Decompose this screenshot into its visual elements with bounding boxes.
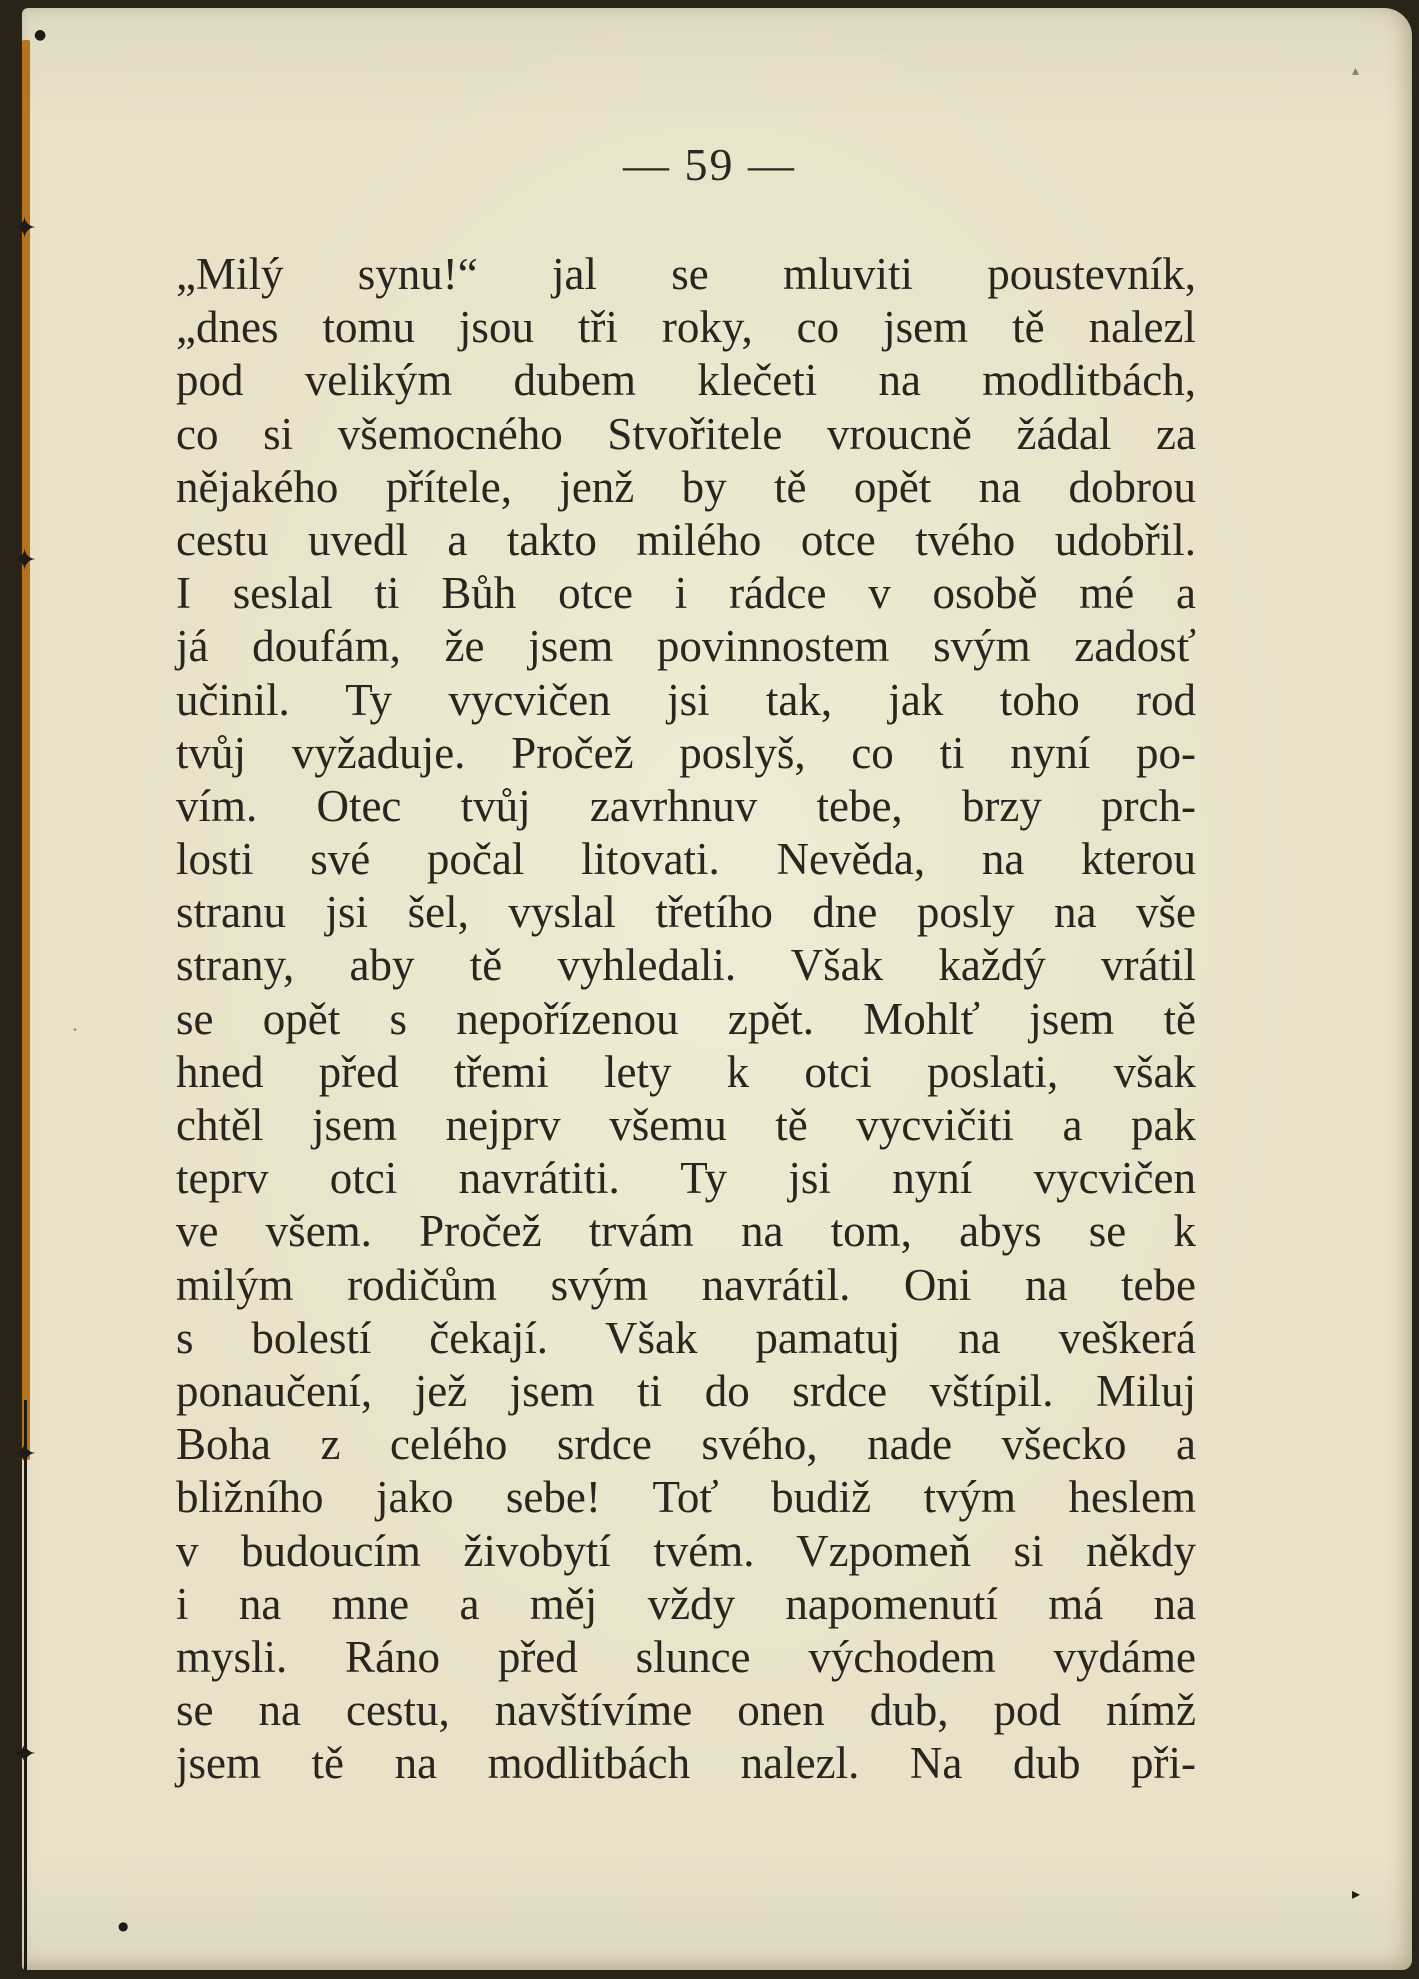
text-line: v budoucím živobytí tvém. Vzpomeň si někdy	[176, 1525, 1196, 1576]
binding-knot-icon: ✦	[12, 1737, 38, 1772]
text-line: učinil. Ty vycvičen jsi tak, jak toho rod	[176, 674, 1196, 725]
page-number: — 59 —	[623, 139, 796, 190]
text-line: losti své počal litovati. Nevěda, na kterou	[176, 834, 1196, 885]
text-line: bližního jako sebe! Toť budiž tvým heslem	[176, 1472, 1196, 1523]
text-line: milým rodičům svým navrátil. Oni na tebe	[176, 1259, 1196, 1310]
speck-mark: ●	[34, 27, 47, 43]
text-line: ponaučení, jež jsem ti do srdce vštípil. Miluj	[176, 1365, 1196, 1416]
text-line: hned před třemi lety k otci poslati, však	[176, 1046, 1196, 1097]
binding-knot-icon: ✦	[12, 543, 38, 578]
body-text	[176, 248, 1196, 1790]
text-line: i na mne a měj vždy napomenutí má na	[176, 1578, 1196, 1629]
text-line: pod velikým dubem klečeti na modlitbách,	[176, 355, 1196, 406]
text-line: teprv otci navrátiti. Ty jsi nyní vycvičen	[176, 1153, 1196, 1204]
text-line: nějakého přítele, jenž by tě opět na dobrou	[176, 461, 1196, 512]
text-line: stranu jsi šel, vyslal třetího dne posly na vše	[176, 887, 1196, 938]
text-line: I seslal ti Bůh otce i rádce v osobě mé a	[176, 568, 1196, 619]
binding-knot-icon: ✦	[12, 211, 38, 246]
text-line: ve všem. Pročež trvám na tom, abys se k	[176, 1206, 1196, 1257]
text-line: Boha z celého srdce svého, nade všecko a	[176, 1419, 1196, 1470]
text-line: se na cestu, navštívíme onen dub, pod nímž	[176, 1685, 1196, 1736]
text-line: „Milý synu!“ jal se mluviti poustevník,	[176, 249, 1196, 299]
text-line: tvůj vyžaduje. Pročež poslyš, co ti nyní po-	[176, 727, 1196, 778]
speck-mark: •	[72, 1025, 78, 1036]
text-line: strany, aby tě vyhledali. Však každý vrátil	[176, 940, 1196, 991]
text-line: „dnes tomu jsou tři roky, co jsem tě nalezl	[176, 302, 1196, 353]
text-line: cestu uvedl a takto milého otce tvého udobřil.	[176, 514, 1196, 565]
text-line: jsem tě na modlitbách nalezl. Na dub při-	[176, 1738, 1196, 1789]
binding-edge	[0, 0, 22, 1979]
text-line: vím. Otec tvůj zavrhnuv tebe, brzy prch-	[176, 780, 1196, 831]
text-line: se opět s nepořízenou zpět. Mohlť jsem tě	[176, 993, 1196, 1044]
speck-mark: ●	[118, 1919, 129, 1933]
binding-thread	[22, 40, 30, 1460]
binding-stitch	[24, 1400, 27, 1970]
page-corner-arrow-icon: ▸	[1352, 1884, 1361, 1903]
speck-mark: ▴	[1352, 63, 1360, 79]
binding-knot-icon: ✦	[12, 1437, 38, 1472]
text-line: co si všemocného Stvořitele vroucně žádal za	[176, 408, 1196, 459]
text-line: s bolestí čekají. Však pamatuj na veškerá	[176, 1312, 1196, 1363]
text-line: mysli. Ráno před slunce východem vydáme	[176, 1631, 1196, 1682]
text-line: chtěl jsem nejprv všemu tě vycvičiti a pak	[176, 1100, 1196, 1150]
text-line: já doufám, že jsem povinnostem svým zadosť	[176, 621, 1196, 672]
